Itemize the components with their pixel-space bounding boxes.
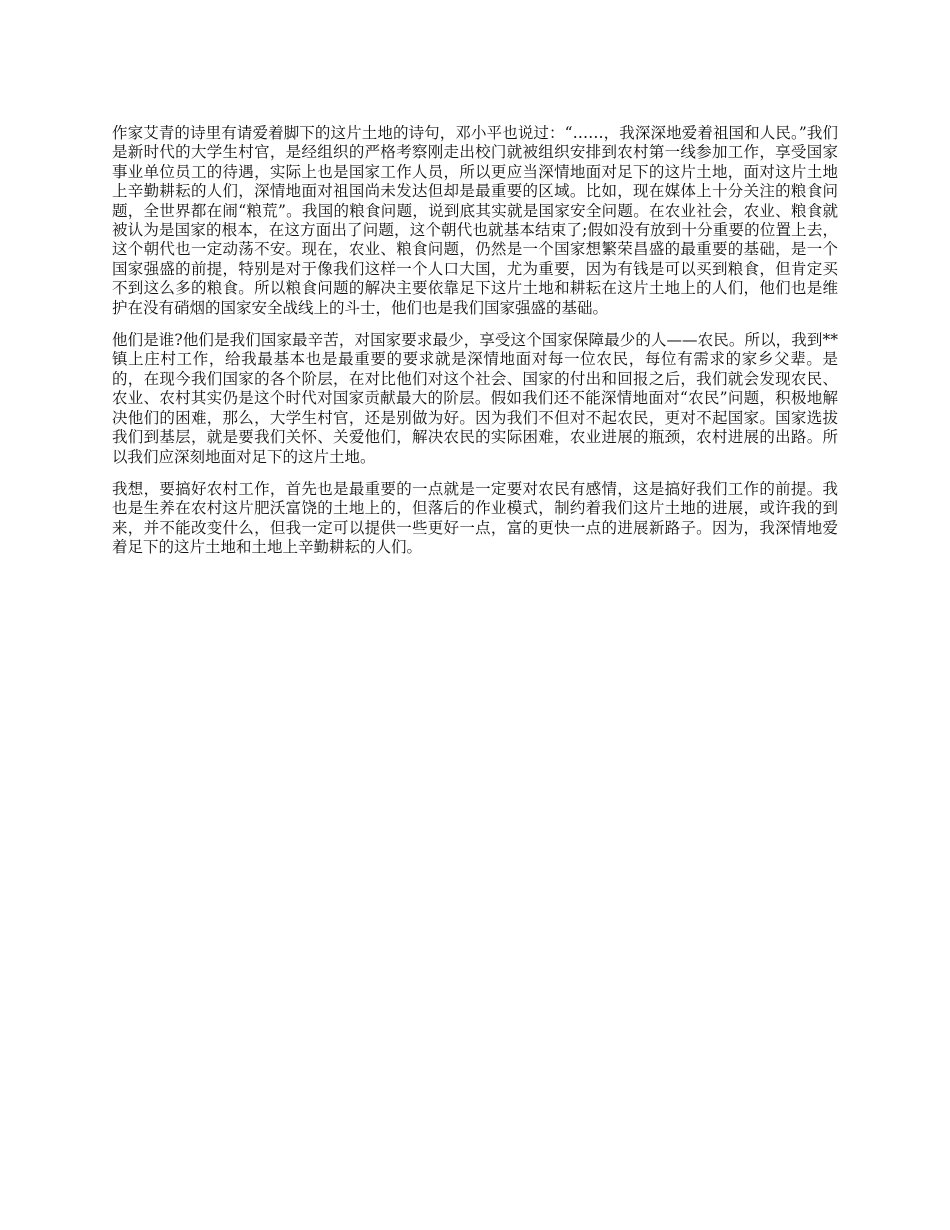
paragraph-2: 他们是谁?他们是我们国家最辛苦，对国家要求最少，享受这个国家保障最少的人——农民。所以，我到**镇上庄村工作，给我最基本也是最重要的要求就是深情地面对每一位农民，每位有需求的家乡父辈。是的，在现今我们国家的各个阶层，在对比他们对这个社会、国家的付出和回报之后，我们就会发现农民、农业、农村其实仍是这个时代对国家贡献最大的阶层。假如我们还不能深情地面对“农民”问题，积极地解决他们的困难，那么，大学生村官，还是别做为好。因为我们不但对不起农民，更对不起国家。国家选拔我们到基层，就是要我们关怀、关爱他们，解决农民的实际困难，农业进展的瓶颈，农村进展的出路。所以我们应深刻地面对足下的这片土地。 xyxy=(112,331,838,466)
document-page xyxy=(112,124,838,571)
paragraph-3: 我想，要搞好农村工作，首先也是最重要的一点就是一定要对农民有感情，这是搞好我们工作的前提。我也是生养在农村这片肥沃富饶的土地上的，但落后的作业模式，制约着我们这片土地的进展，或许我的到来，并不能改变什么，但我一定可以提供一些更好一点，富的更快一点的进展新路子。因为，我深情地爱着足下的这片土地和土地上辛勤耕耘的人们。 xyxy=(112,479,838,557)
paragraph-1: 作家艾青的诗里有请爱着脚下的这片土地的诗句，邓小平也说过：“……，我深深地爱着祖国和人民。”我们是新时代的大学生村官，是经组织的严格考察刚走出校门就被组织安排到农村第一线参加工作，享受国家事业单位员工的待遇，实际上也是国家工作人员，所以更应当深情地面对足下的这片土地，面对这片土地上辛勤耕耘的人们，深情地面对祖国尚未发达但却是最重要的区域。比如，现在媒体上十分关注的粮食问题，全世界都在闹“粮荒”。我国的粮食问题，说到底其实就是国家安全问题。在农业社会，农业、粮食就被认为是国家的根本，在这方面出了问题，这个朝代也就基本结束了;假如没有放到十分重要的位置上去，这个朝代也一定动荡不安。现在，农业、粮食问题，仍然是一个国家想繁荣昌盛的最重要的基础，是一个国家强盛的前提，特别是对于像我们这样一个人口大国，尤为重要，因为有钱是可以买到粮食，但肯定买不到这么多的粮食。所以粮食问题的解决主要依靠足下这片土地和耕耘在这片土地上的人们，他们也是维护在没有硝烟的国家安全战线上的斗士，他们也是我们国家强盛的基础。 xyxy=(112,124,838,317)
